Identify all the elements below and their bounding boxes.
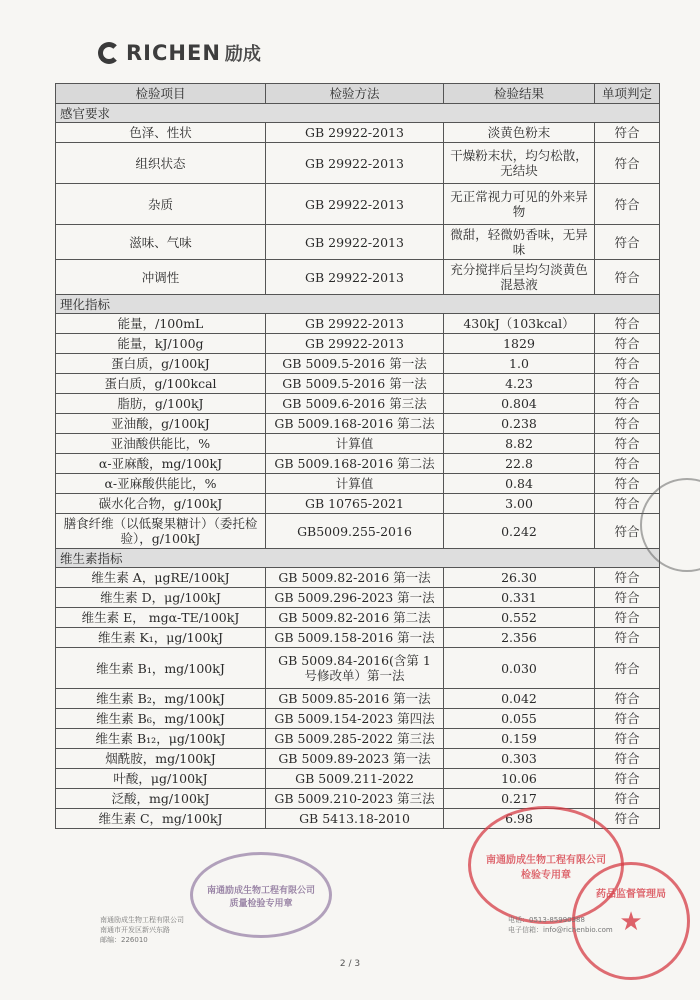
cell-verdict: 符合 xyxy=(595,568,660,588)
table-row xyxy=(56,588,660,608)
cell-result: 充分搅拌后呈均匀淡黄色混悬液 xyxy=(444,260,595,295)
logo-name-cn: 励成 xyxy=(224,44,261,65)
cell-result: 0.042 xyxy=(444,689,595,709)
cell-result: 430kJ（103kcal） xyxy=(444,314,595,334)
cell-item: 维生素 A，μgRE/100kJ xyxy=(56,568,266,588)
table-row xyxy=(56,809,660,829)
page-number: 2 / 3 xyxy=(339,959,361,969)
cell-verdict: 符合 xyxy=(595,709,660,729)
cell-method: 计算值 xyxy=(266,474,444,494)
cell-item: 维生素 B₆，mg/100kJ xyxy=(56,709,266,729)
red-seal-text: 南通励成生物工程有限公司 检验专用章 xyxy=(486,855,606,881)
cell-result: 0.84 xyxy=(444,474,595,494)
footer-left-line: 南通励成生物工程有限公司 xyxy=(100,916,184,924)
cell-verdict: 符合 xyxy=(595,689,660,709)
cell-result: 干燥粉末状，均匀松散，无结块 xyxy=(444,143,595,184)
cell-result: 0.055 xyxy=(444,709,595,729)
table-row xyxy=(56,789,660,809)
cell-item: 叶酸，μg/100kJ xyxy=(56,769,266,789)
cell-item: 维生素 B₁，mg/100kJ xyxy=(56,648,266,689)
cell-method: GB 5009.210-2023 第三法 xyxy=(266,789,444,809)
cell-result: 4.23 xyxy=(444,374,595,394)
cell-item: α-亚麻酸供能比，% xyxy=(56,474,266,494)
cell-verdict: 符合 xyxy=(595,334,660,354)
cell-result: 0.242 xyxy=(444,514,595,549)
cell-method: GB 5009.285-2022 第三法 xyxy=(266,729,444,749)
header-verdict: 单项判定 xyxy=(595,84,660,104)
seal-star-icon: ★ xyxy=(619,907,643,937)
table-row xyxy=(56,354,660,374)
cell-method: GB 5009.82-2016 第二法 xyxy=(266,608,444,628)
cell-item: 碳水化合物，g/100kJ xyxy=(56,494,266,514)
table-row xyxy=(56,374,660,394)
cell-result: 22.8 xyxy=(444,454,595,474)
footer-left-line: 南通市开发区新兴东路 xyxy=(100,926,170,934)
cell-verdict: 符合 xyxy=(595,454,660,474)
cell-item: 能量，/100mL xyxy=(56,314,266,334)
footer-right-line: 电子信箱：info@richenbio.com xyxy=(508,926,613,934)
cell-method: GB 5009.168-2016 第二法 xyxy=(266,454,444,474)
table-row xyxy=(56,143,660,184)
cell-method: GB 5009.82-2016 第一法 xyxy=(266,568,444,588)
cell-verdict: 符合 xyxy=(595,494,660,514)
cell-item: 组织状态 xyxy=(56,143,266,184)
footer-left-line: 邮编：226010 xyxy=(100,936,148,944)
table-row xyxy=(56,394,660,414)
cell-verdict: 符合 xyxy=(595,769,660,789)
cell-method: GB 29922-2013 xyxy=(266,260,444,295)
cell-method: GB 5009.5-2016 第一法 xyxy=(266,374,444,394)
cell-method: GB 5009.84-2016(含第 1 号修改单）第一法 xyxy=(266,648,444,689)
section-title: 理化指标 xyxy=(56,295,660,314)
header-result: 检验结果 xyxy=(444,84,595,104)
cell-method: GB 5413.18-2010 xyxy=(266,809,444,829)
cell-method: GB 10765-2021 xyxy=(266,494,444,514)
cell-method: GB 5009.211-2022 xyxy=(266,769,444,789)
cell-result: 0.804 xyxy=(444,394,595,414)
cell-result: 0.331 xyxy=(444,588,595,608)
table-row xyxy=(56,709,660,729)
table-row xyxy=(56,225,660,260)
cell-verdict: 符合 xyxy=(595,474,660,494)
logo-mark-icon xyxy=(98,42,120,64)
cell-verdict: 符合 xyxy=(595,374,660,394)
cell-item: 维生素 E， mgα-TE/100kJ xyxy=(56,608,266,628)
cell-item: 杂质 xyxy=(56,184,266,225)
table-row xyxy=(56,769,660,789)
cell-method: GB5009.255-2016 xyxy=(266,514,444,549)
table-row xyxy=(56,628,660,648)
cell-item: 能量，kJ/100g xyxy=(56,334,266,354)
purple-seal-stamp xyxy=(190,852,332,938)
cell-verdict: 符合 xyxy=(595,394,660,414)
cell-method: GB 29922-2013 xyxy=(266,314,444,334)
table-header-row xyxy=(56,84,660,104)
cell-item: 亚油酸，g/100kJ xyxy=(56,414,266,434)
cell-method: GB 5009.89-2023 第一法 xyxy=(266,749,444,769)
table-row xyxy=(56,729,660,749)
table-row xyxy=(56,454,660,474)
cell-verdict: 符合 xyxy=(595,184,660,225)
cell-verdict: 符合 xyxy=(595,648,660,689)
table-row xyxy=(56,749,660,769)
table-row xyxy=(56,260,660,295)
cell-item: 维生素 C，mg/100kJ xyxy=(56,809,266,829)
logo-name: RICHEN xyxy=(126,41,221,65)
table-row xyxy=(56,514,660,549)
cell-verdict: 符合 xyxy=(595,314,660,334)
cell-method: GB 29922-2013 xyxy=(266,143,444,184)
cell-verdict: 符合 xyxy=(595,514,660,549)
cell-item: 滋味、气味 xyxy=(56,225,266,260)
cell-method: GB 29922-2013 xyxy=(266,123,444,143)
cell-verdict: 符合 xyxy=(595,789,660,809)
company-logo xyxy=(98,40,261,66)
cell-result: 1.0 xyxy=(444,354,595,374)
cell-result: 10.06 xyxy=(444,769,595,789)
section-title: 感官要求 xyxy=(56,104,660,123)
cell-result: 6.98 xyxy=(444,809,595,829)
cell-result: 2.356 xyxy=(444,628,595,648)
section-title: 维生素指标 xyxy=(56,549,660,568)
section-header-row xyxy=(56,104,660,123)
cell-result: 0.238 xyxy=(444,414,595,434)
table-row xyxy=(56,608,660,628)
footer-right xyxy=(508,915,613,935)
cell-result: 微甜，轻微奶香味，无异味 xyxy=(444,225,595,260)
cell-result: 无正常视力可见的外来异物 xyxy=(444,184,595,225)
cell-result: 0.303 xyxy=(444,749,595,769)
cell-result: 0.217 xyxy=(444,789,595,809)
cell-verdict: 符合 xyxy=(595,729,660,749)
cell-item: 冲调性 xyxy=(56,260,266,295)
round-seal-text: 药品监督管理局 xyxy=(596,889,666,900)
cell-verdict: 符合 xyxy=(595,434,660,454)
cell-result: 26.30 xyxy=(444,568,595,588)
table-row xyxy=(56,414,660,434)
inspection-table xyxy=(55,83,660,829)
table-body xyxy=(56,104,660,829)
cell-method: GB 5009.154-2023 第四法 xyxy=(266,709,444,729)
cell-verdict: 符合 xyxy=(595,628,660,648)
table-row xyxy=(56,184,660,225)
cell-item: 烟酰胺，mg/100kJ xyxy=(56,749,266,769)
cell-verdict: 符合 xyxy=(595,414,660,434)
table-row xyxy=(56,334,660,354)
purple-seal-text: 南通励成生物工程有限公司 质量检验专用章 xyxy=(206,886,315,909)
cell-method: GB 5009.6-2016 第三法 xyxy=(266,394,444,414)
section-header-row xyxy=(56,549,660,568)
cell-method: GB 29922-2013 xyxy=(266,184,444,225)
cell-verdict: 符合 xyxy=(595,809,660,829)
cell-verdict: 符合 xyxy=(595,225,660,260)
cell-item: 维生素 B₂，mg/100kJ xyxy=(56,689,266,709)
cell-result: 3.00 xyxy=(444,494,595,514)
cell-item: 蛋白质，g/100kcal xyxy=(56,374,266,394)
table-row xyxy=(56,474,660,494)
table-row xyxy=(56,434,660,454)
cell-method: GB 5009.296-2023 第一法 xyxy=(266,588,444,608)
cell-result: 8.82 xyxy=(444,434,595,454)
cell-item: 膳食纤维（以低聚果糖计）（委托检验），g/100kJ xyxy=(56,514,266,549)
cell-method: GB 5009.85-2016 第一法 xyxy=(266,689,444,709)
cell-verdict: 符合 xyxy=(595,749,660,769)
cell-method: GB 29922-2013 xyxy=(266,225,444,260)
cell-item: 亚油酸供能比，% xyxy=(56,434,266,454)
cell-result: 0.030 xyxy=(444,648,595,689)
cell-item: 维生素 B₁₂，μg/100kJ xyxy=(56,729,266,749)
cell-item: 泛酸，mg/100kJ xyxy=(56,789,266,809)
cell-item: 色泽、性状 xyxy=(56,123,266,143)
cell-verdict: 符合 xyxy=(595,260,660,295)
header-method: 检验方法 xyxy=(266,84,444,104)
cell-verdict: 符合 xyxy=(595,143,660,184)
cell-method: GB 5009.5-2016 第一法 xyxy=(266,354,444,374)
table-row xyxy=(56,314,660,334)
cell-method: 计算值 xyxy=(266,434,444,454)
cell-verdict: 符合 xyxy=(595,354,660,374)
section-header-row xyxy=(56,295,660,314)
table-row xyxy=(56,648,660,689)
cell-method: GB 5009.168-2016 第二法 xyxy=(266,414,444,434)
cell-item: α-亚麻酸，mg/100kJ xyxy=(56,454,266,474)
cell-result: 淡黄色粉末 xyxy=(444,123,595,143)
cell-item: 蛋白质，g/100kJ xyxy=(56,354,266,374)
cell-method: GB 5009.158-2016 第一法 xyxy=(266,628,444,648)
cell-item: 脂肪，g/100kJ xyxy=(56,394,266,414)
table-row xyxy=(56,494,660,514)
footer-right-line: 电话：0513-85990388 xyxy=(508,916,585,924)
cell-verdict: 符合 xyxy=(595,123,660,143)
header-item: 检验项目 xyxy=(56,84,266,104)
footer-left xyxy=(100,915,184,945)
table-row xyxy=(56,123,660,143)
cell-result: 0.552 xyxy=(444,608,595,628)
cell-result: 0.159 xyxy=(444,729,595,749)
cell-item: 维生素 D，μg/100kJ xyxy=(56,588,266,608)
cell-item: 维生素 K₁，μg/100kJ xyxy=(56,628,266,648)
table-row xyxy=(56,568,660,588)
cell-verdict: 符合 xyxy=(595,608,660,628)
cell-result: 1829 xyxy=(444,334,595,354)
cell-method: GB 29922-2013 xyxy=(266,334,444,354)
table-row xyxy=(56,689,660,709)
cell-verdict: 符合 xyxy=(595,588,660,608)
